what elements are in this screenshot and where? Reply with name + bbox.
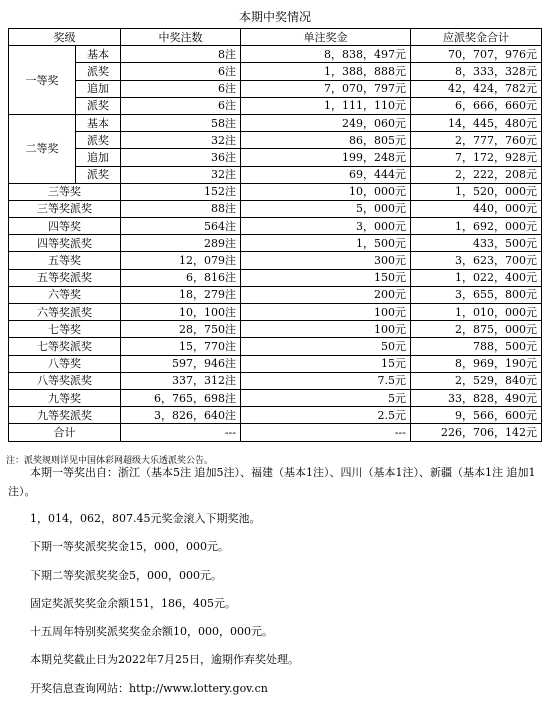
table-row [9, 389, 542, 406]
total-prize-cell: 2，777，760元 [411, 132, 542, 149]
level-cell: 八等奖 [9, 355, 121, 372]
total-prize-cell: 3，655，800元 [411, 286, 542, 303]
table-row [9, 80, 542, 97]
unit-prize-cell: 86，805元 [241, 132, 411, 149]
level-cell: 六等奖派奖 [9, 304, 121, 321]
second-prize-label: 二等奖 [9, 114, 76, 183]
sub-level: 基本 [76, 114, 121, 131]
count-cell: 6，816注 [121, 269, 241, 286]
count-cell: 32注 [121, 166, 241, 183]
total-prize-cell: 788，500元 [411, 338, 542, 355]
total-prize-cell: 3，623，700元 [411, 252, 542, 269]
count-cell: 10，100注 [121, 304, 241, 321]
count-cell: 58注 [121, 114, 241, 131]
table-row [9, 63, 542, 80]
table-row [9, 338, 542, 355]
unit-prize-cell: 15元 [241, 355, 411, 372]
unit-prize-cell: 200元 [241, 286, 411, 303]
website-paragraph: 开奖信息查询网站：http://www.lottery.gov.cn [30, 682, 268, 695]
unit-prize-cell: 1，500元 [241, 235, 411, 252]
table-row [9, 200, 542, 217]
deadline-paragraph: 本期兑奖截止日为2022年7月25日，逾期作弃奖处理。 [30, 653, 299, 666]
count-cell: 337，312注 [121, 372, 241, 389]
header-count: 中奖注数 [121, 29, 241, 46]
sub-level: 派奖 [76, 97, 121, 114]
total-prize-cell: 1，010，000元 [411, 304, 542, 321]
total-prize-cell: 6，666，660元 [411, 97, 542, 114]
footnote: 注：派奖规则详见中国体彩网超级大乐透派奖公告。 [6, 456, 214, 466]
table-row [9, 218, 542, 235]
unit-prize-cell: 1，388，888元 [241, 63, 411, 80]
anniversary-balance-paragraph: 十五周年特别奖派奖奖金余额10，000，000元。 [30, 625, 273, 638]
unit-prize-cell: 300元 [241, 252, 411, 269]
level-cell: 七等奖 [9, 321, 121, 338]
level-cell: 九等奖 [9, 389, 121, 406]
level-cell: 三等奖派奖 [9, 200, 121, 217]
level-cell: 三等奖 [9, 183, 121, 200]
sub-level: 派奖 [76, 166, 121, 183]
total-prize-cell: 433，500元 [411, 235, 542, 252]
unit-prize-cell: 1，111，110元 [241, 97, 411, 114]
table-row [9, 355, 542, 372]
total-prize-cell: 8，969，190元 [411, 355, 542, 372]
sub-level: 派奖 [76, 132, 121, 149]
sub-level: 派奖 [76, 63, 121, 80]
count-cell: 6注 [121, 97, 241, 114]
level-cell: 七等奖派奖 [9, 338, 121, 355]
table-header-row [9, 29, 542, 46]
total-unit: --- [241, 424, 411, 441]
table-row [9, 407, 542, 424]
table-row [9, 114, 542, 131]
header-total-prize: 应派奖金合计 [411, 29, 542, 46]
table-row [9, 304, 542, 321]
unit-prize-cell: 2.5元 [241, 407, 411, 424]
count-cell: 88注 [121, 200, 241, 217]
table-row [9, 132, 542, 149]
sub-level: 追加 [76, 149, 121, 166]
total-prize-cell: 1，520，000元 [411, 183, 542, 200]
unit-prize-cell: 8，838，497元 [241, 46, 411, 63]
unit-prize-cell: 7.5元 [241, 372, 411, 389]
table-row [9, 372, 542, 389]
unit-prize-cell: 5，000元 [241, 200, 411, 217]
count-cell: 289注 [121, 235, 241, 252]
table-row [9, 97, 542, 114]
total-prize-cell: 70，707，976元 [411, 46, 542, 63]
total-prize-cell: 2，875，000元 [411, 321, 542, 338]
count-cell: 18，279注 [121, 286, 241, 303]
count-cell: 12，079注 [121, 252, 241, 269]
level-cell: 四等奖派奖 [9, 235, 121, 252]
first-prize-label: 一等奖 [9, 46, 76, 115]
count-cell: 28，750注 [121, 321, 241, 338]
count-cell: 36注 [121, 149, 241, 166]
next-second-prize-paragraph: 下期二等奖派奖奖金5，000，000元。 [30, 569, 222, 582]
total-prize-cell: 42，424，782元 [411, 80, 542, 97]
sub-level: 追加 [76, 80, 121, 97]
fixed-balance-paragraph: 固定奖派奖奖金余额151，186，405元。 [30, 597, 236, 610]
level-cell: 四等奖 [9, 218, 121, 235]
level-cell: 五等奖派奖 [9, 269, 121, 286]
total-prize-cell: 8，333，328元 [411, 63, 542, 80]
count-cell: 597，946注 [121, 355, 241, 372]
count-cell: 15，770注 [121, 338, 241, 355]
level-cell: 六等奖 [9, 286, 121, 303]
total-prize-cell: 9，566，600元 [411, 407, 542, 424]
count-cell: 32注 [121, 132, 241, 149]
unit-prize-cell: 7，070，797元 [241, 80, 411, 97]
table-row [9, 321, 542, 338]
total-prize-cell: 440，000元 [411, 200, 542, 217]
total-prize-cell: 2，222，208元 [411, 166, 542, 183]
count-cell: 3，826，640注 [121, 407, 241, 424]
grand-total: 226，706，142元 [411, 424, 542, 441]
unit-prize-cell: 5元 [241, 389, 411, 406]
total-prize-cell: 1，692，000元 [411, 218, 542, 235]
table-row [9, 149, 542, 166]
total-count: --- [121, 424, 241, 441]
unit-prize-cell: 199，248元 [241, 149, 411, 166]
unit-prize-cell: 150元 [241, 269, 411, 286]
total-label: 合计 [9, 424, 121, 441]
total-prize-cell: 14，445，480元 [411, 114, 542, 131]
table-row [9, 252, 542, 269]
other-prize-rows [9, 183, 542, 424]
table-row [9, 286, 542, 303]
count-cell: 6注 [121, 80, 241, 97]
unit-prize-cell: 69，444元 [241, 166, 411, 183]
table-row [9, 46, 542, 63]
level-cell: 九等奖派奖 [9, 407, 121, 424]
count-cell: 152注 [121, 183, 241, 200]
table-row [9, 183, 542, 200]
level-cell: 八等奖派奖 [9, 372, 121, 389]
table-row [9, 235, 542, 252]
total-prize-cell: 2，529，840元 [411, 372, 542, 389]
total-prize-cell: 33，828，490元 [411, 389, 542, 406]
header-unit-prize: 单注奖金 [241, 29, 411, 46]
table-row [9, 269, 542, 286]
unit-prize-cell: 100元 [241, 321, 411, 338]
unit-prize-cell: 100元 [241, 304, 411, 321]
total-prize-cell: 1，022，400元 [411, 269, 542, 286]
unit-prize-cell: 249，060元 [241, 114, 411, 131]
count-cell: 8注 [121, 46, 241, 63]
count-cell: 564注 [121, 218, 241, 235]
prize-table [8, 28, 542, 442]
count-cell: 6注 [121, 63, 241, 80]
unit-prize-cell: 10，000元 [241, 183, 411, 200]
unit-prize-cell: 50元 [241, 338, 411, 355]
sub-level: 基本 [76, 46, 121, 63]
total-row [9, 424, 542, 441]
header-level: 奖级 [9, 29, 121, 46]
total-prize-cell: 7，172，928元 [411, 149, 542, 166]
table-row [9, 166, 542, 183]
count-cell: 6，765，698注 [121, 389, 241, 406]
winners-paragraph: 本期一等奖出自：浙江（基本5注 追加5注）、福建（基本1注）、四川（基本1注）、新疆（基本1注 追加1注）。 [8, 466, 536, 498]
unit-prize-cell: 3，000元 [241, 218, 411, 235]
page-title: 本期中奖情况 [238, 10, 311, 24]
rollover-paragraph: 1，014，062，807.45元奖金滚入下期奖池。 [30, 512, 261, 525]
next-first-prize-paragraph: 下期一等奖派奖奖金15，000，000元。 [30, 540, 229, 553]
level-cell: 五等奖 [9, 252, 121, 269]
